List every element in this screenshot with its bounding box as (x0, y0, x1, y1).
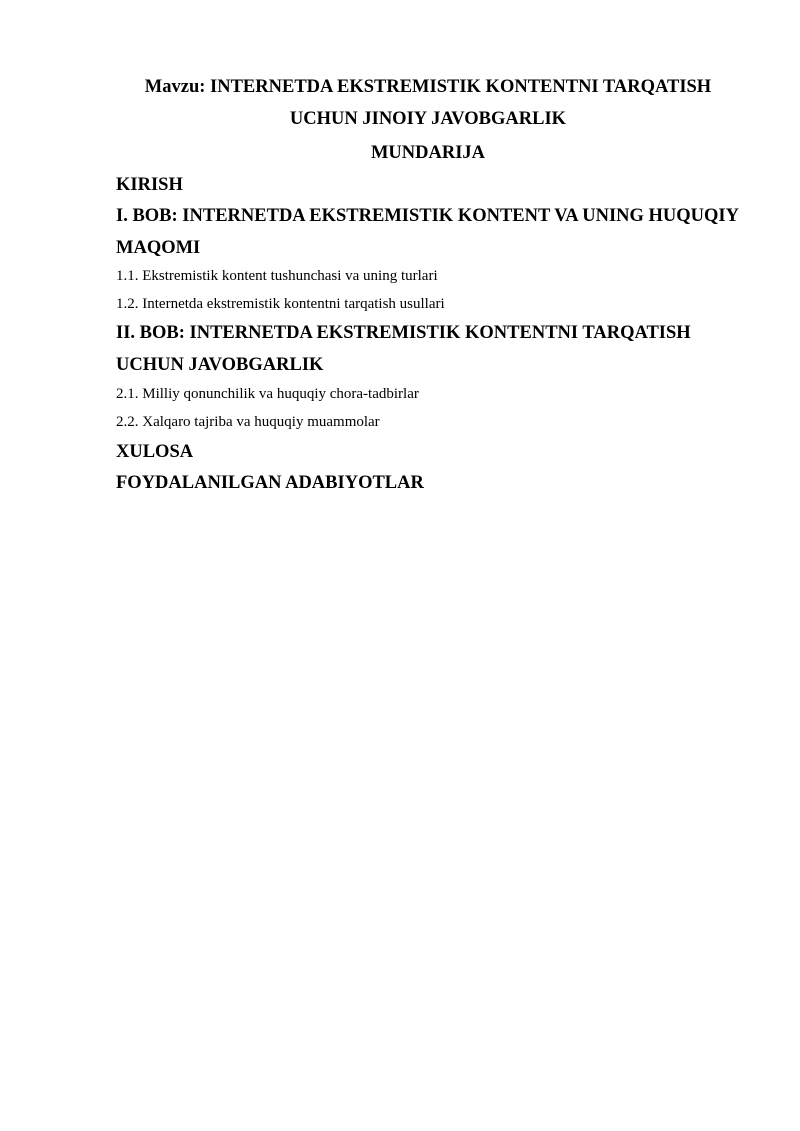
toc-item-section-1-1: 1.1. Ekstremistik kontent tushunchasi va uning turlari (116, 268, 438, 284)
contents-heading: MUNDARIJA (370, 143, 486, 163)
document-title-line-1: Mavzu: INTERNETDA EKSTREMISTIK KONTENTNI TARQATISH (144, 77, 712, 97)
toc-item-section-2-1: 2.1. Milliy qonunchilik va huquqiy chora-tadbirlar (116, 386, 419, 402)
toc-item-chapter1-line2: MAQOMI (116, 238, 201, 258)
toc-item-section-2-2: 2.2. Xalqaro tajriba va huquqiy muammolar (116, 414, 380, 430)
toc-item-section-1-2: 1.2. Internetda ekstremistik kontentni tarqatish usullari (116, 296, 445, 312)
toc-item-intro: KIRISH (116, 175, 183, 195)
toc-item-chapter2-line2: UCHUN JAVOBGARLIK (116, 355, 324, 375)
document-title-line-2: UCHUN JINOIY JAVOBGARLIK (289, 109, 567, 129)
toc-item-conclusion: XULOSA (116, 442, 194, 462)
toc-item-chapter2-line1: II. BOB: INTERNETDA EKSTREMISTIK KONTENTNI TARQATISH (116, 323, 691, 343)
toc-item-references: FOYDALANILGAN ADABIYOTLAR (116, 473, 424, 493)
toc-item-chapter1-line1: I. BOB: INTERNETDA EKSTREMISTIK KONTENT VA UNING HUQUQIY (116, 206, 739, 226)
